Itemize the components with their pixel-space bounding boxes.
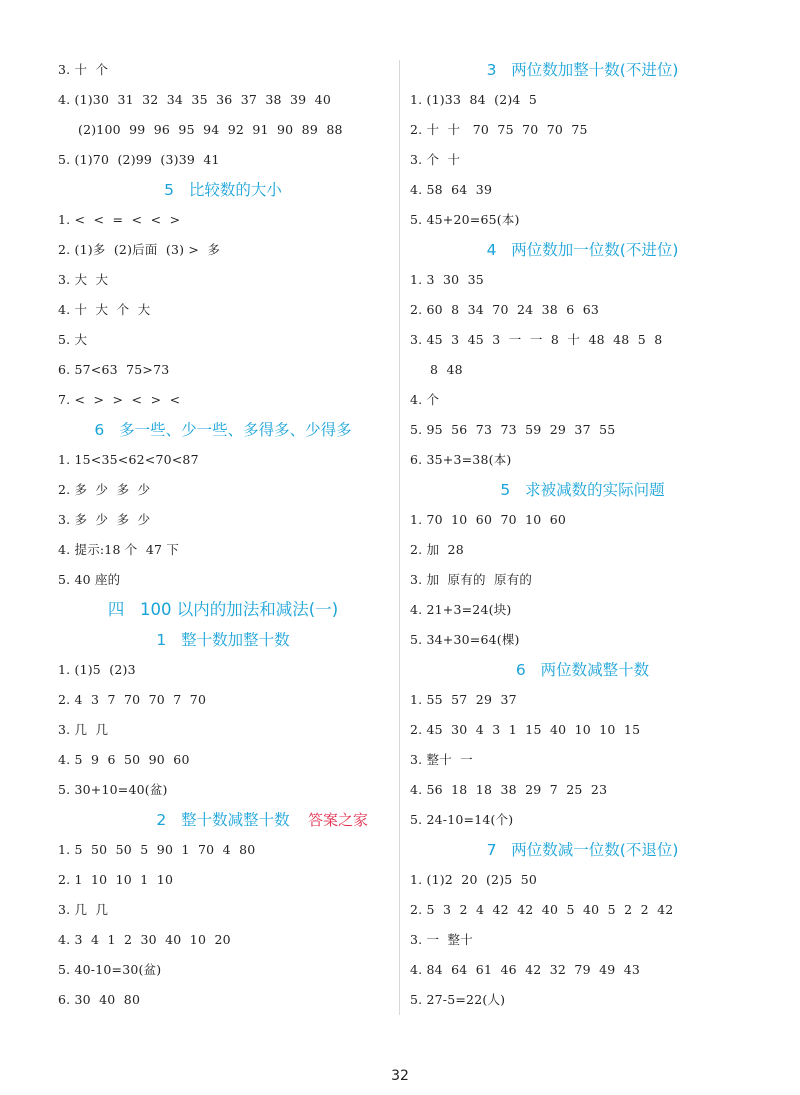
watermark-stamp: 答案之家 [308, 811, 369, 829]
answer-line: 4. 56 18 18 38 29 7 25 23 [410, 782, 608, 797]
section-heading: 4 两位数加一位数(不进位) [486, 241, 679, 259]
answer-line: 4. 个 [410, 392, 440, 407]
answer-line: 6. 30 40 80 [58, 992, 141, 1007]
answer-line: 1. (1)33 84 (2)4 5 [410, 92, 538, 107]
section-heading-wrap [58, 805, 388, 835]
answer-line: 3. 一 整十 [410, 932, 473, 947]
answer-line: 5. 34+30=64(棵) [410, 632, 520, 647]
answer-line: 5. 27-5=22(人) [410, 992, 506, 1007]
answer-line: 3. 加 原有的 原有的 [410, 572, 533, 587]
section-heading: 3 两位数加整十数(不进位) [486, 61, 679, 79]
answer-line: 4. 3 4 1 2 30 40 10 20 [58, 932, 231, 947]
answer-line: 4. 84 64 61 46 42 32 79 49 43 [410, 962, 641, 977]
answer-line: 8 48 [430, 362, 463, 377]
answer-line: 4. 5 9 6 50 90 60 [58, 752, 190, 767]
answer-line: 5. 45+20=65(本) [410, 212, 520, 227]
answer-line: 7. < > > < > < [58, 392, 181, 407]
answer-line: 2. (1)多 (2)后面 (3) > 多 [58, 242, 221, 257]
answer-line: 2. 4 3 7 70 70 7 70 [58, 692, 207, 707]
answer-line: 3. 十 个 [58, 62, 109, 77]
answer-line: 2. 60 8 34 70 24 38 6 63 [410, 302, 600, 317]
answer-line: 1. (1)5 (2)3 [58, 662, 136, 677]
answer-line: 4. 十 大 个 大 [58, 302, 151, 317]
answer-line: 6. 35+3=38(本) [410, 452, 512, 467]
section-heading: 7 两位数减一位数(不退位) [486, 841, 679, 859]
answer-line: 3. 45 3 45 3 一 一 8 十 48 48 5 8 [410, 332, 663, 347]
section-heading: 5 比较数的大小 [164, 181, 282, 199]
answer-line: 5. 30+10=40(盆) [58, 782, 168, 797]
answer-line: 1. 55 57 29 37 [410, 692, 517, 707]
section-heading: 6 两位数减整十数 [515, 661, 650, 679]
section-heading: 5 求被减数的实际问题 [500, 481, 665, 499]
answer-line: 2. 十 十 70 75 70 70 75 [410, 122, 588, 137]
section-heading: 2 整十数减整十数 [156, 811, 290, 829]
answer-line: 2. 1 10 10 1 10 [58, 872, 174, 887]
answer-line: 3. 整十 一 [410, 752, 473, 767]
answer-line: 3. 大 大 [58, 272, 109, 287]
answer-line: 1. 15<35<62<70<87 [58, 452, 199, 467]
answer-line: 3. 几 几 [58, 902, 109, 917]
answer-line: 3. 几 几 [58, 722, 109, 737]
answer-line: 4. (1)30 31 32 34 35 36 37 38 39 40 [58, 92, 331, 107]
answer-line: 5. 40 座的 [58, 572, 121, 587]
answer-line: 1. 70 10 60 70 10 60 [410, 512, 567, 527]
right-column [410, 55, 755, 1015]
answer-line: 5. 24-10=14(个) [410, 812, 514, 827]
page-number: 32 [391, 1068, 409, 1084]
column-divider [399, 60, 400, 1015]
answer-line: 5. 40-10=30(盆) [58, 962, 162, 977]
answer-line: 5. (1)70 (2)99 (3)39 41 [58, 152, 220, 167]
answer-line: 6. 57<63 75>73 [58, 362, 170, 377]
answer-line: 3. 个 十 [410, 152, 461, 167]
answer-line: 1. 3 30 35 [410, 272, 484, 287]
answer-line: 1. (1)2 20 (2)5 50 [410, 872, 538, 887]
section-heading: 1 整十数加整十数 [156, 631, 290, 649]
answer-line: 2. 加 28 [410, 542, 464, 557]
answer-line: 5. 95 56 73 73 59 29 37 55 [410, 422, 616, 437]
answer-line: 2. 45 30 4 3 1 15 40 10 10 15 [410, 722, 641, 737]
answer-line: 1. 5 50 50 5 90 1 70 4 80 [58, 842, 256, 857]
section-heading: 6 多一些、少一些、多得多、少得多 [94, 421, 352, 439]
answer-line: 4. 21+3=24(块) [410, 602, 512, 617]
answer-line: 5. 大 [58, 332, 88, 347]
answer-line: 2. 多 少 多 少 [58, 482, 151, 497]
answer-line: 1. < < = < < > [58, 212, 181, 227]
answer-line: 4. 58 64 39 [410, 182, 493, 197]
chapter-heading: 四 100 以内的加法和减法(一) [107, 600, 339, 619]
answer-line: 3. 多 少 多 少 [58, 512, 151, 527]
answer-line: 4. 提示:18 个 47 下 [58, 542, 180, 557]
answer-line: (2)100 99 96 95 94 92 91 90 89 88 [78, 122, 343, 137]
answer-line: 2. 5 3 2 4 42 42 40 5 40 5 2 2 42 [410, 902, 674, 917]
left-column [58, 55, 388, 1015]
